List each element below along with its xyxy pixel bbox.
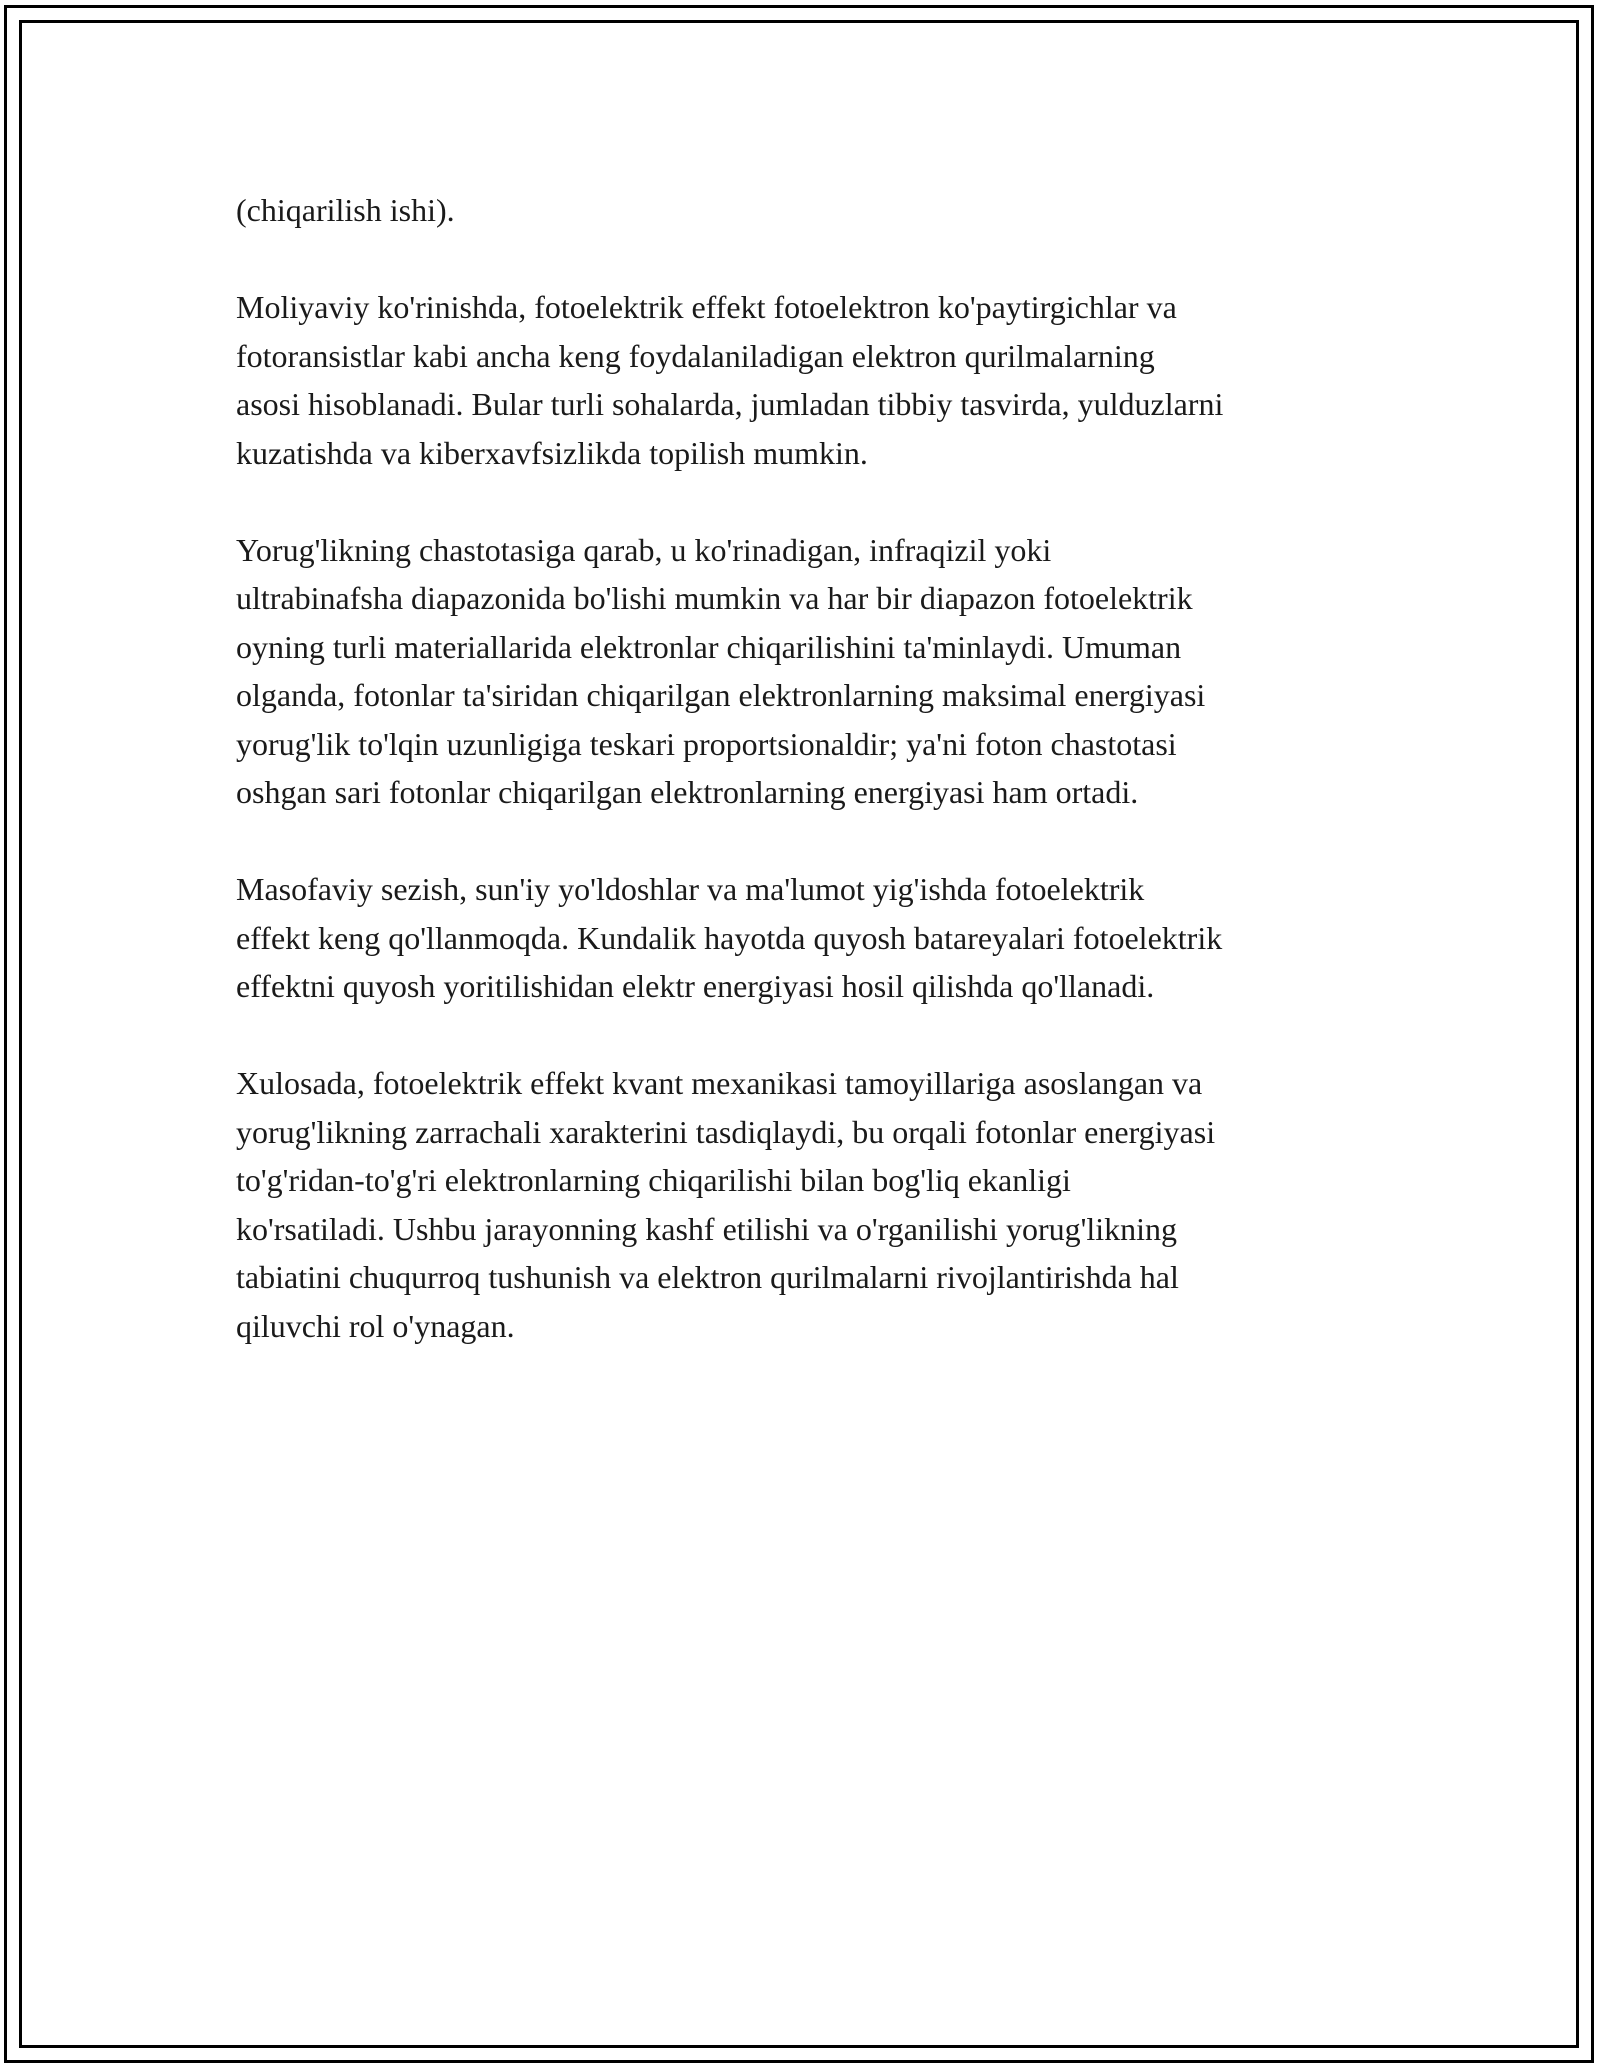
text-line: Masofaviy sezish, sun'iy yo'ldoshlar va ma'lumot yig'ishda fotoelektrik <box>236 871 1145 907</box>
text-line: yorug'lik to'lqin uzunligiga teskari proportsionaldir; ya'ni foton chastotasi <box>236 725 1177 762</box>
text-line: kuzatishda va kiberxavfsizlikda topilish mumkin. <box>236 434 868 471</box>
paragraph-light-frequency <box>236 526 1376 817</box>
text-line: olganda, fotonlar ta'siridan chiqarilgan elektronlarning maksimal energiyasi <box>236 677 1206 713</box>
text-line: tabiatini chuqurroq tushunish va elektron qurilmalarni rivojlantirishda hal <box>236 1259 1179 1295</box>
text-line: yorug'likning zarrachali xarakterini tasdiqlaydi, bu orqali fotonlar energiyasi <box>236 1113 1216 1150</box>
text-line: Moliyaviy ko'rinishda, fotoelektrik effekt fotoelektron ko'paytirgichlar va <box>236 289 1177 325</box>
paragraph-continuation <box>236 186 1376 235</box>
text-line: fotoransistlar kabi ancha keng foydalaniladigan elektron qurilmalarning <box>236 337 1155 374</box>
text-line: oshgan sari fotonlar chiqarilgan elektronlarning energiyasi ham ortadi. <box>236 774 1139 810</box>
text-line: effektni quyosh yoritilishidan elektr energiyasi hosil qilishda qo'llanadi. <box>236 968 1155 1004</box>
text-line: Xulosada, fotoelektrik effekt kvant mexanikasi tamoyillariga asoslangan va <box>236 1065 1203 1101</box>
text-line: asosi hisoblanadi. Bular turli sohalarda, jumladan tibbiy tasvirda, yulduzlarni <box>236 386 1224 422</box>
text-line: (chiqarilish ishi). <box>236 192 455 228</box>
text-line: effekt keng qo'llanmoqda. Kundalik hayotda quyosh batareyalari fotoelektrik <box>236 919 1223 956</box>
text-line: ultrabinafsha diapazonida bo'lishi mumkin va har bir diapazon fotoelektrik <box>236 580 1193 616</box>
paragraph-financial-view <box>236 283 1376 477</box>
paragraph-applications <box>236 865 1376 1011</box>
text-line: ko'rsatiladi. Ushbu jarayonning kashf etilishi va o'rganilishi yorug'likning <box>236 1210 1178 1247</box>
text-line: qiluvchi rol o'ynagan. <box>236 1307 515 1344</box>
text-line: Yorug'likning chastotasiga qarab, u ko'rinadigan, infraqizil yoki <box>236 531 1052 568</box>
text-line: to'g'ridan-to'g'ri elektronlarning chiqarilishi bilan bog'liq ekanligi <box>236 1162 1071 1198</box>
paragraph-conclusion <box>236 1059 1376 1350</box>
text-line: oyning turli materiallarida elektronlar chiqarilishini ta'minlaydi. Umuman <box>236 628 1182 665</box>
document-body <box>236 186 1376 1399</box>
